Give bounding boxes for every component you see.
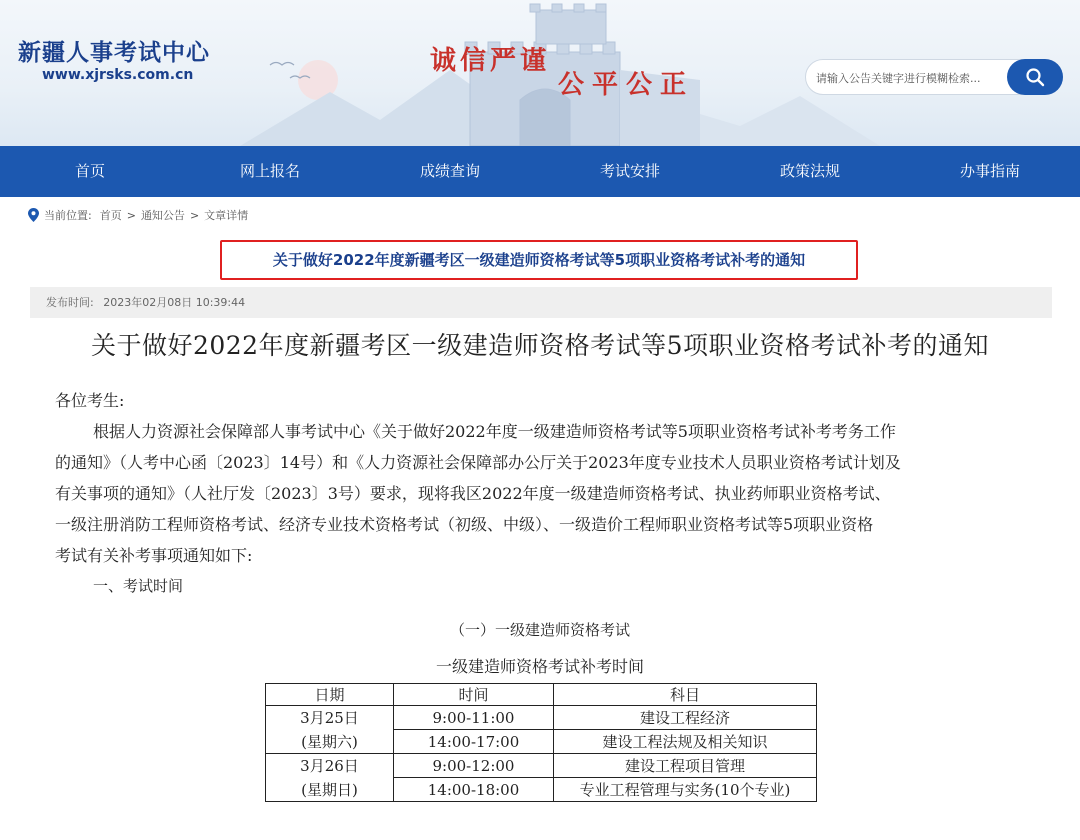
body-paragraph-line: 有关事项的通知》（人社厅发〔2023〕3号）要求，现将我区2022年度一级建造师资格考试、执业药师职业资格考试、 [55, 484, 891, 503]
header-time: 时间 [394, 684, 554, 706]
search-input[interactable] [816, 68, 1006, 88]
publish-time-label: 发布时间: [46, 296, 94, 309]
body-paragraph-line: 一级注册消防工程师资格考试、经济专业技术资格考试（初级、中级）、一级造价工程师职业资格考试等5项职业资格 [55, 515, 874, 534]
section-heading: 一、考试时间 [93, 577, 184, 595]
search-icon [1025, 67, 1045, 87]
nav-item-policies[interactable]: 政策法规 [779, 162, 840, 180]
subject-cell: 建设工程项目管理 [554, 754, 817, 778]
sub-heading: （一）一级建造师资格考试 [449, 621, 630, 639]
time-cell: 9:00-12:00 [394, 754, 554, 778]
site-header [0, 0, 1080, 146]
search-box [805, 59, 1063, 95]
weekday-cell: (星期日) [266, 778, 394, 802]
nav-item-online-registration[interactable]: 网上报名 [239, 162, 300, 180]
time-cell: 9:00-11:00 [394, 706, 554, 730]
table-caption: 一级建造师资格考试补考时间 [435, 657, 644, 676]
weekday-cell: (星期六) [266, 730, 394, 754]
slogan-fairness: 公平公正 [558, 70, 695, 100]
article-body [55, 385, 1030, 602]
breadcrumb-notices[interactable]: 通知公告 [140, 209, 185, 222]
date-cell: 3月25日 [266, 706, 394, 730]
site-url[interactable]: www.xjrsks.com.cn [42, 67, 194, 83]
highlighted-article-title: 关于做好2022年度新疆考区一级建造师资格考试等5项职业资格考试补考的通知 [220, 240, 858, 280]
publish-meta-bar [30, 287, 1052, 318]
nav-item-exam-schedule[interactable]: 考试安排 [599, 162, 660, 180]
table-row [266, 706, 817, 730]
article-title: 关于做好2022年度新疆考区一级建造师资格考试等5项职业资格考试补考的通知 [90, 331, 990, 360]
table-row [266, 754, 817, 778]
site-name[interactable]: 新疆人事考试中心 [18, 40, 210, 66]
table-row [266, 730, 817, 754]
breadcrumb-separator: > [126, 208, 136, 222]
time-cell: 14:00-18:00 [394, 778, 554, 802]
header-date: 日期 [266, 684, 394, 706]
subject-cell: 建设工程法规及相关知识 [554, 730, 817, 754]
time-cell: 14:00-17:00 [394, 730, 554, 754]
table-row [266, 778, 817, 802]
subject-cell: 专业工程管理与实务(10个专业) [554, 778, 817, 802]
breadcrumb [28, 206, 248, 224]
nav-item-score-query[interactable]: 成绩查询 [419, 162, 480, 180]
body-paragraph-line: 考试有关补考事项通知如下: [55, 546, 253, 565]
main-nav [0, 146, 1080, 197]
nav-item-guide[interactable]: 办事指南 [959, 162, 1020, 180]
table-header-row [266, 684, 817, 706]
breadcrumb-prefix: 当前位置: [44, 209, 92, 222]
date-cell: 3月26日 [266, 754, 394, 778]
location-pin-icon [28, 208, 39, 222]
search-button[interactable] [1007, 59, 1063, 95]
header-subject: 科目 [554, 684, 817, 706]
nav-item-home[interactable]: 首页 [74, 162, 105, 180]
subject-cell: 建设工程经济 [554, 706, 817, 730]
breadcrumb-separator: > [189, 208, 200, 222]
slogan-integrity: 诚信严谨 [430, 46, 551, 76]
greeting: 各位考生: [55, 391, 125, 410]
body-paragraph-line: 的通知》（人考中心函〔2023〕14号）和《人力资源社会保障部办公厅关于2023年度专业技术人员职业资格考试计划及 [55, 453, 901, 472]
breadcrumb-home[interactable]: 首页 [99, 209, 122, 222]
breadcrumb-current: 文章详情 [204, 209, 249, 222]
exam-schedule-table [265, 683, 817, 802]
publish-time: 2023年02月08日 10:39:44 [103, 296, 246, 309]
body-paragraph-line: 根据人力资源社会保障部人事考试中心《关于做好2022年度一级建造师资格考试等5项职业资格考试补考考务工作 [93, 422, 896, 441]
